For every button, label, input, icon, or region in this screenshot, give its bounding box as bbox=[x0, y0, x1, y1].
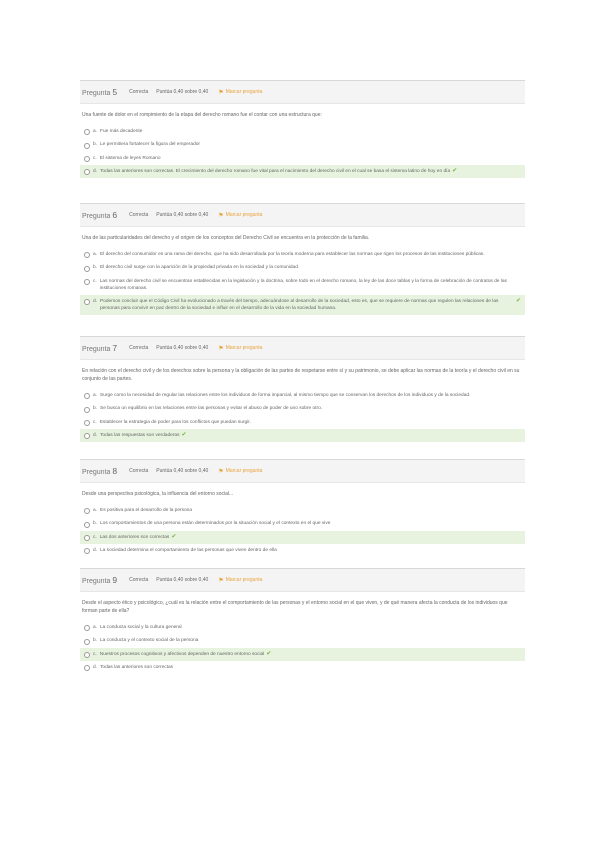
answer-option[interactable] bbox=[80, 261, 525, 274]
answer-option[interactable] bbox=[80, 138, 525, 151]
question-score: Puntúa 0,40 sobre 0,40 bbox=[156, 89, 209, 95]
question-block bbox=[80, 459, 525, 557]
option-letter: c. bbox=[93, 155, 97, 161]
question-number bbox=[82, 210, 117, 220]
flag-icon: ⚑ bbox=[218, 212, 224, 219]
question-status: Correcta bbox=[129, 212, 149, 218]
check-icon: ✔ bbox=[515, 297, 521, 304]
answer-option[interactable] bbox=[80, 165, 525, 178]
answer-option[interactable] bbox=[80, 634, 525, 647]
answer-option[interactable] bbox=[80, 402, 525, 415]
radio-icon[interactable] bbox=[84, 508, 90, 514]
question-text: Desde el aspecto ético y psicológico, ¿cuál es la relación entre el comportamiento de las personas y el entorno social en el que viven, y de qué manera afecta la conducta de los individuos que forman parte de ella? bbox=[82, 600, 508, 614]
option-text: Las dos anteriores son correctas bbox=[99, 534, 170, 540]
option-letter: c. bbox=[93, 534, 97, 540]
option-text: Nuestros procesos cognitivos y afectivos dependen de nuestro entorno social bbox=[99, 651, 265, 657]
question-text: En relación con el derecho civil y de los derechos sobre la persona y la obligación de las partes de respetarse entre sí y su patrimonio, se debe aplicar las normas de la teoría y el derecho civil en su conjunto de las partes. bbox=[82, 368, 520, 382]
flag-label: Marcar pregunta bbox=[225, 212, 263, 218]
radio-icon[interactable] bbox=[84, 407, 90, 413]
option-text: Fue más decadente bbox=[100, 129, 143, 134]
option-text: Podemos concluir que el Código Civil ha evolucionado a través del tiempo, adecuándose al desarrollo de la sociedad, esto es, que se requiere de normas que regulen las relaciones de las personas para convivir en paz dentro de la sociedad e influir en el desarrollo de la vida en la sociedad humana. bbox=[100, 298, 499, 311]
option-letter: c. bbox=[93, 651, 97, 657]
flag-icon: ⚑ bbox=[218, 89, 224, 96]
option-text: Todas las anteriores son correctas bbox=[100, 664, 174, 670]
question-number-value: 6 bbox=[112, 210, 118, 220]
answer-option[interactable] bbox=[80, 389, 525, 402]
option-text: Se busca un equilibrio en las relaciones entre las personas y evitar el abuso de poder de uno sobre otro. bbox=[100, 406, 323, 412]
option-letter: b. bbox=[93, 265, 98, 271]
flag-question-link[interactable] bbox=[218, 577, 262, 584]
question-block bbox=[80, 80, 525, 178]
question-number bbox=[82, 575, 117, 585]
flag-question-link[interactable] bbox=[218, 345, 262, 352]
option-text: Los comportamientos de una persona están determinados por la situación social y el contexto en el que vive bbox=[100, 521, 331, 527]
option-text: Establecer la estrategia de poder para los conflictos que puedan surgir. bbox=[99, 419, 251, 425]
question-number bbox=[82, 466, 117, 476]
option-text: Le permitiera fortalecer la figura del emperador bbox=[100, 142, 201, 148]
radio-icon[interactable] bbox=[84, 665, 90, 671]
flag-icon: ⚑ bbox=[218, 345, 224, 352]
option-letter: b. bbox=[93, 521, 98, 527]
question-label: Pregunta bbox=[82, 346, 111, 353]
option-letter: c. bbox=[93, 278, 97, 284]
flag-question-link[interactable] bbox=[218, 89, 262, 96]
radio-icon[interactable] bbox=[84, 156, 90, 162]
option-letter: a. bbox=[93, 625, 98, 630]
answer-option[interactable] bbox=[80, 661, 525, 674]
answer-option[interactable] bbox=[80, 125, 525, 138]
question-block bbox=[80, 568, 525, 674]
question-status: Correcta bbox=[129, 577, 149, 583]
question-score: Puntúa 0,40 sobre 0,40 bbox=[156, 577, 209, 583]
option-letter: d. bbox=[93, 298, 98, 304]
radio-icon[interactable] bbox=[84, 299, 90, 305]
flag-label: Marcar pregunta bbox=[225, 577, 263, 583]
check-icon: ✔ bbox=[266, 650, 272, 657]
option-letter: d. bbox=[93, 168, 98, 174]
option-text: La sociedad determina el comportamiento de las personas que viven dentro de ella bbox=[100, 547, 277, 553]
flag-question-link[interactable] bbox=[218, 212, 262, 219]
question-label: Pregunta bbox=[82, 578, 111, 585]
question-status: Correcta bbox=[129, 468, 149, 474]
question-text: Una de las particularidades del derecho y el origen de los conceptos del Derecho Civil se encuentra en la protección de la familia. bbox=[82, 235, 370, 241]
answer-option[interactable] bbox=[80, 648, 525, 661]
option-text: El derecho civil surge con la aparición de la propiedad privada en la sociedad y la comunidad. bbox=[100, 265, 300, 271]
check-icon: ✔ bbox=[181, 431, 187, 438]
radio-icon[interactable] bbox=[84, 169, 90, 175]
option-text: Las normas del derecho civil se encuentran establecidas en la legislación y la doctrina, sobre todo en el derecho romano, la ley de las doce tablas y la forma de celebración de contratos de las instituciones romanas. bbox=[99, 278, 507, 291]
radio-icon[interactable] bbox=[84, 548, 90, 554]
option-letter: b. bbox=[93, 142, 98, 148]
question-text: Desde una perspectiva psicológica, la influencia del entorno social... bbox=[82, 491, 234, 497]
question-header bbox=[80, 80, 525, 104]
option-letter: d. bbox=[93, 664, 98, 670]
option-letter: a. bbox=[93, 252, 98, 257]
radio-icon[interactable] bbox=[84, 393, 90, 399]
question-label: Pregunta bbox=[82, 469, 111, 476]
question-header bbox=[80, 568, 525, 592]
question-number-value: 9 bbox=[112, 575, 118, 585]
radio-icon[interactable] bbox=[84, 420, 90, 426]
question-header bbox=[80, 203, 525, 227]
question-header bbox=[80, 336, 525, 360]
answer-option[interactable] bbox=[80, 517, 525, 530]
answer-option[interactable] bbox=[80, 621, 525, 634]
check-icon: ✔ bbox=[171, 533, 177, 540]
option-text: Es positiva para el desarrollo de la persona bbox=[100, 508, 193, 513]
option-letter: b. bbox=[93, 638, 98, 644]
question-label: Pregunta bbox=[82, 213, 111, 220]
radio-icon[interactable] bbox=[84, 522, 90, 528]
radio-icon[interactable] bbox=[84, 266, 90, 272]
answer-option[interactable] bbox=[80, 429, 525, 442]
question-score: Puntúa 0,40 sobre 0,40 bbox=[156, 345, 209, 351]
option-letter: a. bbox=[93, 508, 98, 513]
option-letter: b. bbox=[93, 406, 98, 412]
question-number bbox=[82, 343, 117, 353]
option-text: El derecho del consumidor es una rama del derecho, que ha sido desarrollada por la teoría moderna para establecer las normas que rigen los procesos de las instituciones públicas. bbox=[100, 252, 485, 257]
answer-option[interactable] bbox=[80, 504, 525, 517]
flag-label: Marcar pregunta bbox=[225, 89, 263, 95]
flag-question-link[interactable] bbox=[218, 468, 262, 475]
question-number-value: 8 bbox=[112, 466, 118, 476]
flag-icon: ⚑ bbox=[218, 577, 224, 584]
question-block bbox=[80, 203, 525, 315]
question-label: Pregunta bbox=[82, 90, 111, 97]
option-text: La conducta social y la cultura general bbox=[100, 625, 182, 630]
flag-label: Marcar pregunta bbox=[225, 345, 263, 351]
radio-icon[interactable] bbox=[84, 279, 90, 285]
option-letter: a. bbox=[93, 129, 98, 134]
radio-icon[interactable] bbox=[84, 143, 90, 149]
question-text: Una fuente de dolor en el rompimiento de la etapa del derecho romano fue el contar con una estructura que: bbox=[82, 112, 322, 118]
question-score: Puntúa 0,40 sobre 0,40 bbox=[156, 212, 209, 218]
answer-option[interactable] bbox=[80, 152, 525, 165]
flag-label: Marcar pregunta bbox=[225, 468, 263, 474]
option-letter: a. bbox=[93, 393, 98, 398]
question-header bbox=[80, 459, 525, 483]
option-text: La conducta y el contexto social de la persona bbox=[100, 638, 199, 644]
option-text: Todas las respuestas son verdaderas bbox=[100, 432, 180, 438]
question-score: Puntúa 0,40 sobre 0,40 bbox=[156, 468, 209, 474]
answer-option[interactable] bbox=[80, 248, 525, 261]
answer-option[interactable] bbox=[80, 295, 525, 315]
option-letter: d. bbox=[93, 432, 98, 438]
option-letter: d. bbox=[93, 547, 98, 553]
question-block bbox=[80, 336, 525, 442]
option-text: Todas las anteriores son correctas. El crecimiento del derecho romano fue vital para el nacimiento del derecho civil en el cual se basa el sistema latino de hoy en día bbox=[100, 168, 451, 174]
radio-icon[interactable] bbox=[84, 639, 90, 645]
answer-option[interactable] bbox=[80, 275, 525, 295]
flag-icon: ⚑ bbox=[218, 468, 224, 475]
question-status: Correcta bbox=[129, 345, 149, 351]
answer-option[interactable] bbox=[80, 416, 525, 429]
check-icon: ✔ bbox=[452, 167, 458, 174]
radio-icon[interactable] bbox=[84, 433, 90, 439]
option-letter: c. bbox=[93, 419, 97, 425]
option-text: Surge como la necesidad de regular las relaciones entre los individuos de forma imparcial, al mismo tiempo que se conservan los derechos de los individuos y de la sociedad. bbox=[100, 393, 471, 398]
answer-option[interactable] bbox=[80, 531, 525, 544]
answer-option[interactable] bbox=[80, 544, 525, 557]
question-status: Correcta bbox=[129, 89, 149, 95]
radio-icon[interactable] bbox=[84, 129, 90, 135]
question-number bbox=[82, 87, 117, 97]
radio-icon[interactable] bbox=[84, 535, 90, 541]
radio-icon[interactable] bbox=[84, 625, 90, 631]
question-number-value: 5 bbox=[112, 87, 118, 97]
radio-icon[interactable] bbox=[84, 652, 90, 658]
option-text: El sistema de leyes Romano bbox=[99, 155, 161, 161]
radio-icon[interactable] bbox=[84, 252, 90, 258]
question-number-value: 7 bbox=[112, 343, 118, 353]
